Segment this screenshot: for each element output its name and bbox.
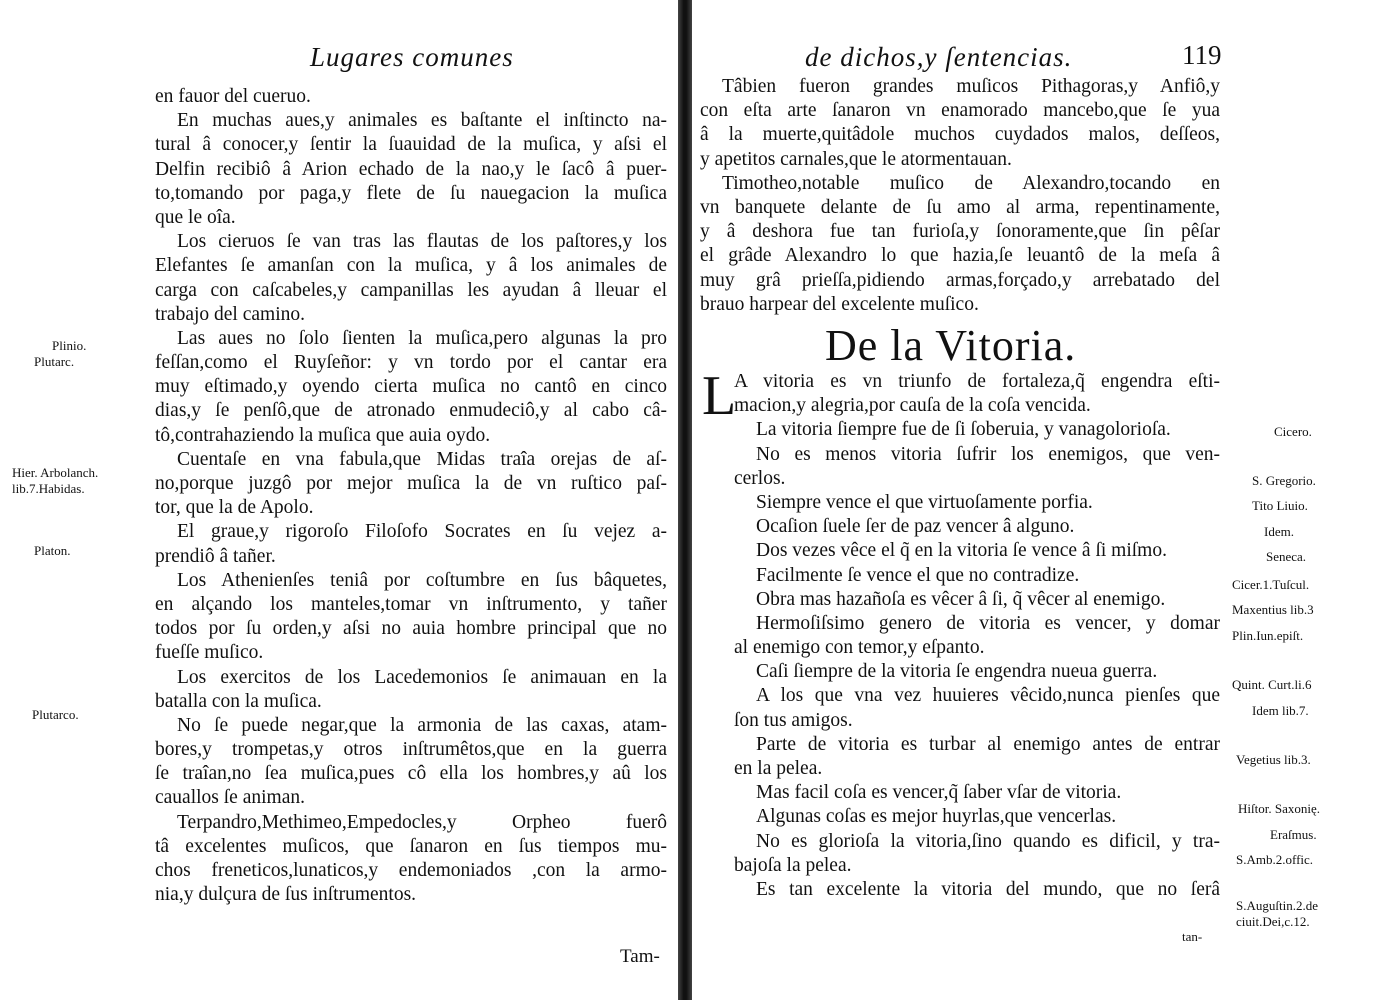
margin-note: Idem. — [1264, 524, 1294, 539]
text-line: Las aues no ſolo ſienten la muſica,pero algunas la pro — [177, 327, 667, 349]
text-line: que le oîa. — [155, 206, 236, 228]
text-line: brauo harpear del excelente muſico. — [700, 293, 979, 315]
text-line: muy eſtimado,y oyendo cierta muſica no cantô en cinco — [155, 376, 667, 398]
drop-cap: L — [702, 365, 737, 427]
text-line: Ocaſion ſuele ſer de paz vencer â alguno. — [756, 516, 1075, 538]
text-line: y â deshora fue tan furioſa,y ſonoramente,que ſin pêſar — [700, 221, 1220, 243]
margin-note: Plin.Iun.epiſt. — [1232, 628, 1304, 643]
text-line: No es menos vitoria ſufrir los enemigos, que ven- — [756, 443, 1220, 465]
text-line: Terpandro,Methimeo,Empedocles,y Orpheo fuerô — [177, 811, 667, 833]
text-line: Obra mas hazañoſa es vêcer â ſi, q̃ vêcer al enemigo. — [756, 588, 1166, 610]
margin-note: S. Gregorio. — [1252, 473, 1316, 488]
margin-note: Hier. Arbolanch. — [12, 465, 99, 480]
text-line: Dos vezes vêce el q̃ en la vitoria ſe vence â ſi miſmo. — [756, 540, 1167, 562]
text-line: no,porque juzgô por mejor muſica la de vn ruſtico paſ- — [155, 473, 667, 494]
margin-note: Eraſmus. — [1270, 827, 1317, 842]
margin-note: Seneca. — [1266, 549, 1307, 564]
text-line: bajoſa la pelea. — [734, 854, 852, 876]
left-page — [0, 0, 678, 1000]
text-line: prendiô â tañer. — [155, 545, 276, 567]
text-line: en fauor del cueruo. — [155, 86, 311, 107]
margin-note: Tito Liuio. — [1252, 498, 1308, 513]
margin-note: Hiſtor. Saxonię. — [1238, 801, 1320, 816]
text-line: Cuentaſe en vna fabula,que Midas traîa orejas de aſ- — [177, 448, 667, 470]
text-line: to,tomando por paga,y flete de ſu nauegacion la muſica — [155, 182, 667, 204]
text-line: fueſſe muſico. — [155, 642, 264, 664]
text-line: en alçando los manteles,tomar vn inſtrumento, y tañer — [155, 593, 667, 615]
text-line: En muchas aues,y animales es baſtante el inſtincto na- — [177, 110, 667, 132]
text-line: cauallos ſe animan. — [155, 787, 305, 809]
left-text-block — [155, 85, 667, 907]
text-line: chos freneticos,lunaticos,y endemoniados ,con la armo- — [155, 860, 667, 881]
text-line: El graue,y rigoroſo Filoſofo Socrates en ſu vejez a- — [177, 521, 667, 543]
margin-note: Platon. — [34, 543, 71, 558]
right-page — [692, 0, 1375, 1000]
text-line: No es glorioſa la vitoria,ſino quando es dificil, y tra- — [756, 830, 1220, 852]
margin-note: S.Amb.2.offic. — [1236, 852, 1314, 867]
catchword: Tam- — [620, 946, 660, 967]
text-line: cerlos. — [734, 467, 786, 489]
text-line: Siempre vence el que virtuoſamente porfia. — [756, 491, 1093, 513]
text-line: â la muerte,quitâdole muchos cuydados malos, deſſeos, — [700, 124, 1220, 146]
margin-note: Cicero. — [1274, 424, 1312, 439]
text-line: Tâbien fueron grandes muſicos Pithagoras,y Anfiô,y — [722, 76, 1220, 97]
margin-note: ciuit.Dei,c.12. — [1236, 914, 1310, 929]
text-line: Algunas coſas es mejor huyrlas,que vencerlas. — [756, 806, 1117, 828]
section-title: De la Vitoria. — [825, 321, 1077, 370]
text-line: Parte de vitoria es turbar al enemigo antes de entrar — [756, 733, 1220, 755]
margin-note: Vegetius lib.3. — [1236, 752, 1311, 767]
book-gutter — [678, 0, 692, 1000]
text-line: tâ excelentes muſicos, que ſanaron en ſus tiempos mu- — [155, 835, 667, 857]
text-line: Elefantes ſe amanſan con la muſica, y â los animales de — [155, 255, 667, 277]
margin-note: Quint. Curt.li.6 — [1232, 677, 1312, 692]
margin-note: Plutarco. — [32, 707, 79, 722]
text-line: carga con caſcabeles,y campanillas les ayudan â lleuar el — [155, 279, 667, 301]
text-line: tor, que la de Apolo. — [155, 497, 314, 519]
text-line: bores,y trompetas,y otros inſtrumêtos,que en la guerra — [155, 739, 667, 761]
text-line: al enemigo con temor,y eſpanto. — [734, 637, 985, 659]
text-line: ſon tus amigos. — [734, 709, 853, 731]
text-line: dias,y ſe penſô,que de atronado enmudeciô,y al cabo câ- — [155, 400, 667, 422]
margin-note: Cicer.1.Tuſcul. — [1232, 577, 1310, 592]
text-line: macion,y alegria,por cauſa de la coſa vencida. — [734, 395, 1091, 417]
text-line: batalla con la muſica. — [155, 690, 322, 712]
right-text-block — [700, 75, 1220, 317]
margin-note: Maxentius lib.3 — [1232, 602, 1314, 617]
text-line: tô,contrahaziendo la muſica que auia oydo. — [155, 424, 491, 446]
text-line: tural â conocer,y ſentir la ſuauidad de la muſica, y aſsi el — [155, 134, 667, 156]
text-line: y apetitos carnales,que le atormentauan. — [700, 148, 1012, 170]
text-line: trabajo del camino. — [155, 303, 305, 325]
text-line: el grâde Alexandro lo que hazia,ſe leuantô de la meſa â — [700, 245, 1220, 267]
margin-note: Plutarc. — [34, 354, 75, 369]
margin-note: lib.7.Habidas. — [12, 481, 85, 496]
text-line: Timotheo,notable muſico de Alexandro,tocando en — [722, 172, 1220, 194]
text-line: Mas facil coſa es vencer,q̃ ſaber vſar de vitoria. — [756, 782, 1122, 804]
text-line: Delfin recibiô â Arion echado de la nao,y le ſacô â puer- — [155, 158, 667, 180]
text-line: Hermoſiſsimo genero de vitoria es vencer, y domar — [756, 612, 1220, 634]
margin-note: Plinio. — [52, 338, 87, 353]
margin-note: S.Auguſtin.2.de — [1236, 898, 1318, 913]
text-line: Los cieruos ſe van tras las flautas de los paſtores,y los — [177, 231, 667, 253]
section-text-block — [734, 370, 1220, 902]
text-line: Los exercitos de los Lacedemonios ſe animauan en la — [177, 666, 667, 688]
text-line: feſſan,como el Ruyſeñor: y vn tordo por el cantar era — [155, 352, 667, 374]
text-line: ſe traîan,no ſea muſica,pues cô ella los hombres,y aû los — [155, 763, 667, 785]
running-title: de dichos,y ſentencias. — [805, 42, 1073, 72]
text-line: La vitoria ſiempre fue de ſi ſoberuia, y vanagolorioſa. — [756, 419, 1171, 441]
text-line: con eſta arte ſanaron vn enamorado mancebo,que ſe yua — [700, 100, 1220, 122]
folio-number: 119 — [1182, 40, 1222, 70]
text-line: vn banquete delante de ſu amo al arma, repentinamente, — [700, 196, 1220, 218]
text-line: A vitoria es vn triunfo de fortaleza,q̃ engendra eſti- — [734, 371, 1220, 392]
text-line: Los Athenienſes teniâ por coſtumbre en ſus bâquetes, — [177, 569, 667, 591]
text-line: muy grâ prieſſa,pidiendo armas,forçado,y arrebatado del — [700, 269, 1220, 291]
text-line: No ſe puede negar,que la armonia de las caxas, atam- — [177, 714, 667, 736]
running-title: Lugares comunes — [310, 42, 514, 72]
text-line: Caſi ſiempre de la vitoria ſe engendra nueua guerra. — [756, 661, 1158, 683]
text-line: Es tan excelente la vitoria del mundo, que no ſerâ — [756, 878, 1220, 900]
text-line: A los que vna vez huuieres vêcido,nunca pienſes que — [756, 685, 1220, 707]
text-line: Facilmente ſe vence el que no contradize. — [756, 564, 1080, 586]
margin-note: Idem lib.7. — [1252, 703, 1309, 718]
text-line: todos por ſu orden,y aſsi no auia hombre principal que no — [155, 618, 667, 640]
catchword: tan- — [1182, 929, 1203, 944]
text-line: en la pelea. — [734, 758, 823, 779]
text-line: nia,y dulçura de ſus inſtrumentos. — [155, 884, 417, 906]
